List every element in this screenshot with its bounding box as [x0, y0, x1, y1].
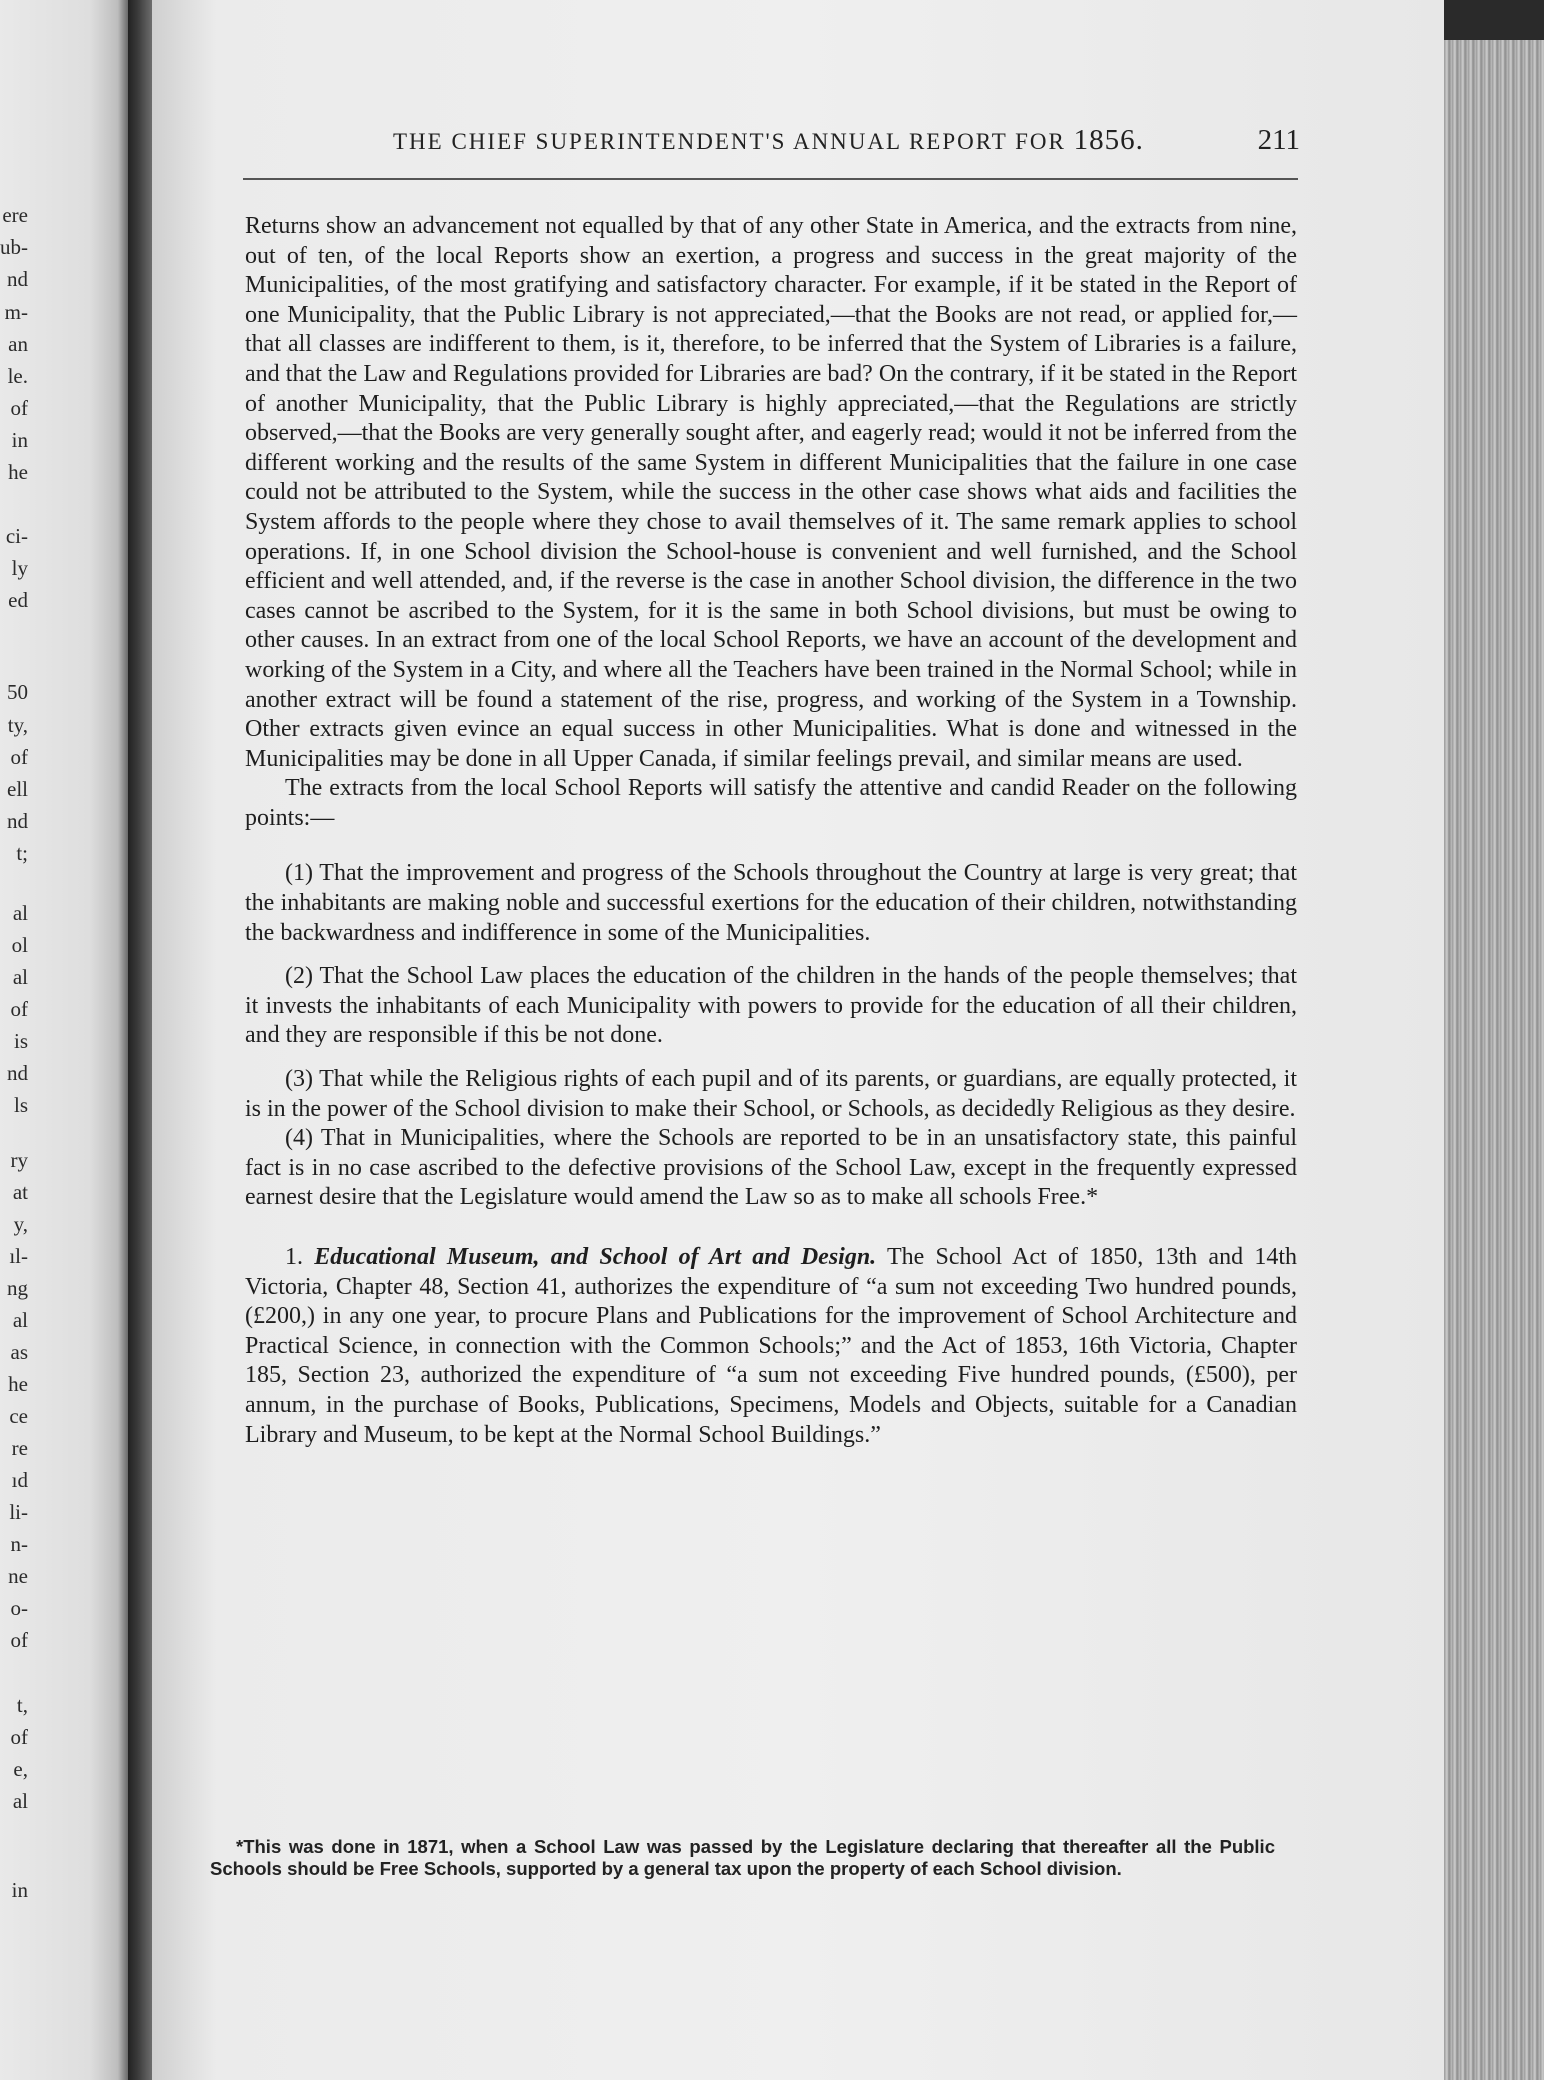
left-page-fragment: he	[8, 1372, 28, 1396]
page-body	[245, 212, 1297, 1450]
running-head-title-text: THE CHIEF SUPERINTENDENT'S ANNUAL REPORT FOR	[393, 129, 1066, 154]
page-number: 211	[1257, 124, 1300, 156]
left-page-fragment: al	[12, 1789, 28, 1813]
left-page-fragment: o-	[10, 1596, 28, 1620]
left-page-fragment: t,	[16, 1693, 28, 1717]
left-page-fragment: nd	[7, 267, 28, 291]
left-page-fragment: ls	[13, 1093, 28, 1117]
left-page-fragment: ub-	[0, 235, 28, 259]
footnote-text: *This was done in 1871, when a School Law was passed by the Legislature declaring that thereafter all the Public Schools should be Free Schools, supported by a general tax upon the property of each School division.	[210, 1836, 1275, 1879]
left-page-fragment: of	[10, 1725, 28, 1749]
page-stack-top	[1444, 0, 1544, 40]
left-page-fragment: m-	[4, 300, 28, 324]
left-page-fragment: of	[10, 396, 28, 420]
left-page-fragment: he	[8, 460, 28, 484]
left-page-fragment: is	[13, 1029, 28, 1053]
left-page-fragment: ce	[9, 1404, 28, 1428]
left-page-fragment: as	[10, 1340, 28, 1364]
left-page-fragment: ty,	[7, 713, 28, 737]
left-page-fragment: ly	[11, 556, 28, 580]
left-page-fragment: of	[10, 1628, 28, 1652]
point-4: (4) That in Municipalities, where the Schools are reported to be in an unsatisfactory state, this painful fact is in no case ascribed to the defective provisions of the School Law, except in the frequently expressed earnest desire that the Legislature would amend the Law so as to make all schools Free.*	[245, 1125, 1297, 1211]
left-page-fragment: li-	[9, 1500, 28, 1524]
section-text: The School Act of 1850, 13th and 14th Victoria, Chapter 48, Section 41, authorizes the expenditure of “a sum not exceeding Two hundred pounds, (£200,) in any one year, to procure Plans and Publications for the improvement of School Architecture and Practical Science, in connection with the Common Schools;” and the Act of 1853, 16th Victoria, Chapter 185, Section 23, authorized the expenditure of “a sum not exceeding Five hundred pounds, (£500), per annum, in the purchase of Books, Publications, Specimens, Models and Objects, suitable for a Canadian Library and Museum, to be kept at the Normal School Buildings.”	[245, 1244, 1297, 1448]
left-page-fragment: nd	[7, 809, 28, 833]
left-page-fragment: in	[11, 428, 28, 452]
left-page-edge	[0, 0, 128, 2080]
left-page-fragment: in	[11, 1878, 28, 1902]
left-page-fragment: 50	[7, 680, 28, 704]
left-page-fragment: al	[12, 1308, 28, 1332]
book-gutter	[128, 0, 152, 2080]
left-page-fragment: al	[12, 901, 28, 925]
header-rule	[243, 178, 1298, 180]
section-educational-museum	[245, 1243, 1297, 1450]
paragraph-extracts-intro: The extracts from the local School Reports will satisfy the attentive and candid Reader on the following points:—	[245, 775, 1297, 831]
left-page-fragment: of	[10, 997, 28, 1021]
left-page-fragment: at	[12, 1180, 28, 1204]
running-head-year: 1856.	[1073, 124, 1144, 156]
point-2: (2) That the School Law places the education of the children in the hands of the people themselves; that it invests the inhabitants of each Municipality with powers to provide for the education of all their children, and they are responsible if this be not done.	[245, 963, 1297, 1049]
point-3: (3) That while the Religious rights of each pupil and of its parents, or guardians, are equally protected, it is in the power of the School division to make their School, or Schools, as decidedly Religious as they desire.	[245, 1066, 1297, 1122]
left-page-fragment: le.	[7, 364, 28, 388]
left-page-fragment: ng	[7, 1276, 28, 1300]
left-page-fragment: n-	[10, 1532, 28, 1556]
point-1: (1) That the improvement and progress of the Schools throughout the Country at large is very great; that the inhabitants are making noble and successful exertions for the education of their children, notwithstanding the backwardness and indifference in some of the Municipalities.	[245, 860, 1297, 946]
section-number: 1.	[285, 1244, 303, 1270]
left-page-fragment: y,	[13, 1212, 28, 1236]
left-page-fragment: ol	[11, 933, 28, 957]
left-page-fragment: ed	[8, 588, 28, 612]
left-page-fragment: of	[10, 745, 28, 769]
paragraph-returns: Returns show an advancement not equalled by that of any other State in America, and the extracts from nine, out of ten, of the local Reports show an exertion, a progress and success in the great majority of the Municipalities, of the most gratifying and satisfactory character. For example, if it be stated in the Report of one Municipality, that the Public Library is not appreciated,—that the Books are not read, or applied for,—that all classes are indifferent to them, is it, therefore, to be inferred that the System of Libraries is a failure, and that the Law and Regulations provided for Libraries are bad? On the contrary, if it be stated in the Report of another Municipality, that the Public Library is highly appreciated,—that the Regulations are strictly observed,—that the Books are very generally sought after, and eagerly read; would it not be inferred from the different working and the results of the same System in different Municipalities that the failure in one case could not be attributed to the System, while the success in the other case shows what aids and facilities the System affords to the people where they chose to avail themselves of it. The same remark applies to school operations. If, in one School division the School-house is convenient and well furnished, and the School efficient and well attended, and, if the reverse is the case in another School division, the difference in the two cases cannot be ascribed to the System, for it is the same in both School divisions, but must be owing to other causes. In an extract from one of the local School Reports, we have an account of the development and working of the System in a City, and where all the Teachers have been trained in the Normal School; while in another extract will be found a statement of the rise, progress, and working of the System in a Township. Other extracts given evince an equal success in other Municipalities. What is done and witnessed in the Municipalities may be done in all Upper Canada, if similar feelings prevail, and similar means are used.	[245, 213, 1297, 772]
footnote	[210, 1836, 1275, 1879]
left-page-fragment: ne	[8, 1564, 28, 1588]
left-page-fragment: ıd	[11, 1468, 28, 1492]
left-page-fragment: ell	[7, 777, 28, 801]
running-head	[243, 118, 1300, 158]
section-heading: Educational Museum, and School of Art and Design.	[314, 1244, 877, 1270]
left-page-fragment: al	[12, 965, 28, 989]
running-head-title	[393, 124, 1144, 157]
left-page-fragment: e,	[13, 1757, 28, 1781]
left-page-fragment: ere	[2, 203, 28, 227]
left-page-fragment: re	[11, 1436, 28, 1460]
page-stack-edges	[1444, 40, 1544, 2080]
left-page-fragment: nd	[7, 1061, 28, 1085]
left-page-fragment: ry	[10, 1148, 28, 1172]
left-page-fragment: t;	[16, 841, 28, 865]
left-page-fragment: an	[8, 332, 28, 356]
left-page-fragment: ıl-	[9, 1244, 28, 1268]
left-page-fragment: ci-	[5, 524, 28, 548]
